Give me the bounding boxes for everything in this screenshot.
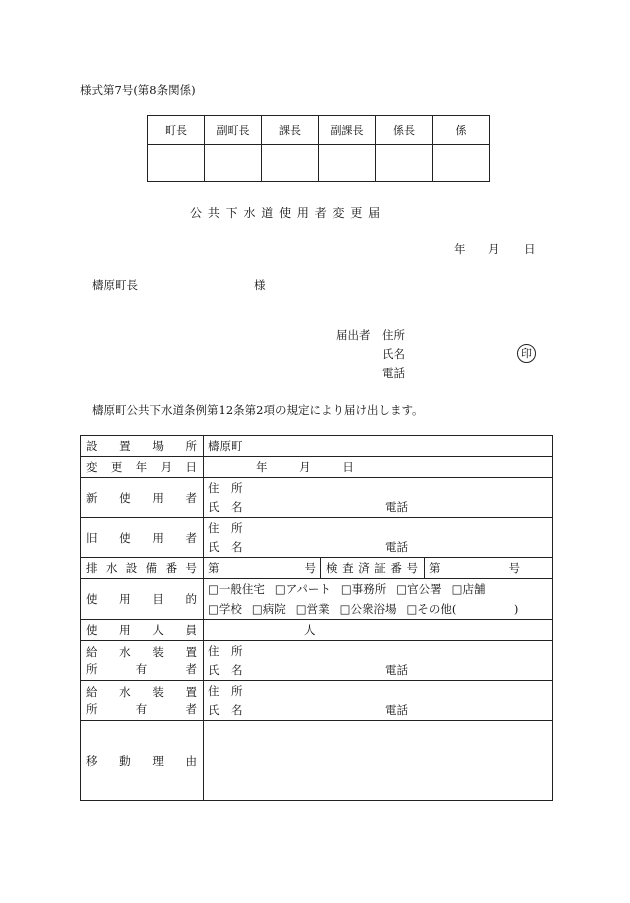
purpose-options <box>204 579 553 620</box>
change-form-table <box>80 435 553 801</box>
new-user-address-label: 住 所 <box>208 480 243 495</box>
old-user-name-label: 氏 名 <box>208 539 243 554</box>
purpose-checkbox[interactable]: □公衆浴場 <box>339 602 397 616</box>
approval-cell: 課長 <box>262 116 319 145</box>
purpose-checkbox[interactable]: □事務所 <box>340 582 387 596</box>
approval-stamp-box[interactable] <box>319 145 376 182</box>
applicant-phone: 電話 <box>382 366 405 380</box>
inspection-number-label: 検 査 済 証 番 号 <box>321 558 425 579</box>
purpose-label: 使 用 目 的 <box>81 579 204 620</box>
water-owner-name-label: 氏 名 <box>208 662 243 677</box>
applicant-name: 氏名 <box>382 347 405 361</box>
approval-stamp-box[interactable] <box>205 145 262 182</box>
purpose-checkbox[interactable]: □店舗 <box>451 582 486 596</box>
reason-value[interactable] <box>204 721 553 801</box>
approval-stamp-box[interactable] <box>433 145 490 182</box>
water-owner-label: 給 水 装 置 所 有 者 <box>81 641 204 681</box>
users-count-value[interactable] <box>204 620 553 641</box>
approval-stamp-box[interactable] <box>148 145 205 182</box>
drain-number-value[interactable] <box>204 558 321 579</box>
addressee-name: 檮原町長 <box>92 278 138 292</box>
date-month: 月 <box>488 242 500 256</box>
approval-stamp-box[interactable] <box>376 145 433 182</box>
old-user-label: 旧 使 用 者 <box>81 518 204 558</box>
change-date-month: 月 <box>299 460 311 474</box>
new-user-phone-label: 電話 <box>385 499 408 514</box>
water-owner-value[interactable] <box>204 681 553 721</box>
old-user-address-label: 住 所 <box>208 520 243 535</box>
seal-mark: 印 <box>517 344 536 363</box>
water-owner-value[interactable] <box>204 641 553 681</box>
addressee-honorific: 様 <box>254 278 266 292</box>
new-user-value[interactable] <box>204 478 553 518</box>
new-user-label: 新 使 用 者 <box>81 478 204 518</box>
inspect-suffix: 号 <box>508 561 520 575</box>
change-date-day: 日 <box>342 460 354 474</box>
water-owner-phone-label: 電話 <box>385 702 408 717</box>
users-count-unit: 人 <box>304 623 316 637</box>
date-year: 年 <box>454 242 466 256</box>
approval-stamp-box[interactable] <box>262 145 319 182</box>
page-title: 公 共 下 水 道 使 用 者 変 更 届 <box>190 206 382 220</box>
inspect-prefix: 第 <box>429 561 441 575</box>
reason-label: 移 動 理 由 <box>81 721 204 801</box>
drain-number-label: 排 水 設 備 番 号 <box>81 558 204 579</box>
water-owner-address-label: 住 所 <box>208 643 243 658</box>
statement: 檮原町公共下水道条例第12条第2項の規定により届け出します。 <box>92 403 424 417</box>
applicant-address: 住所 <box>382 328 405 342</box>
approval-cell: 係 <box>433 116 490 145</box>
location-label-text: 設 置 場 所 <box>86 439 197 453</box>
purpose-checkbox[interactable]: □一般住宅 <box>208 582 265 596</box>
water-owner-name-label: 氏 名 <box>208 702 243 717</box>
location-label <box>81 436 204 457</box>
users-count-label: 使 用 人 員 <box>81 620 204 641</box>
approval-cell: 町長 <box>148 116 205 145</box>
inspection-number-value[interactable] <box>425 558 553 579</box>
change-date-year: 年 <box>256 460 268 474</box>
purpose-checkbox[interactable]: □病院 <box>251 602 286 616</box>
purpose-checkbox[interactable]: □アパート <box>274 582 331 596</box>
purpose-checkbox[interactable]: □その他( ) <box>406 602 519 616</box>
water-owner-label: 給 水 装 置 所 有 者 <box>81 681 204 721</box>
approval-cell: 係長 <box>376 116 433 145</box>
approval-table <box>147 115 490 182</box>
new-user-name-label: 氏 名 <box>208 499 243 514</box>
form-number: 様式第7号(第8条関係) <box>80 83 196 97</box>
water-owner-phone-label: 電話 <box>385 662 408 677</box>
purpose-checkbox[interactable]: □学校 <box>208 602 242 616</box>
applicant-label: 届出者 <box>336 328 371 342</box>
drain-suffix: 号 <box>304 561 316 575</box>
purpose-checkbox[interactable]: □官公署 <box>396 582 442 596</box>
change-date-value[interactable] <box>204 457 553 478</box>
old-user-value[interactable] <box>204 518 553 558</box>
approval-cell: 副課長 <box>319 116 376 145</box>
old-user-phone-label: 電話 <box>385 539 408 554</box>
date-day: 日 <box>524 242 536 256</box>
approval-cell: 副町長 <box>205 116 262 145</box>
location-value[interactable]: 檮原町 <box>204 436 553 457</box>
drain-prefix: 第 <box>208 561 220 575</box>
water-owner-address-label: 住 所 <box>208 683 243 698</box>
change-date-label: 変 更 年 月 日 <box>81 457 204 478</box>
purpose-checkbox[interactable]: □営業 <box>295 602 330 616</box>
